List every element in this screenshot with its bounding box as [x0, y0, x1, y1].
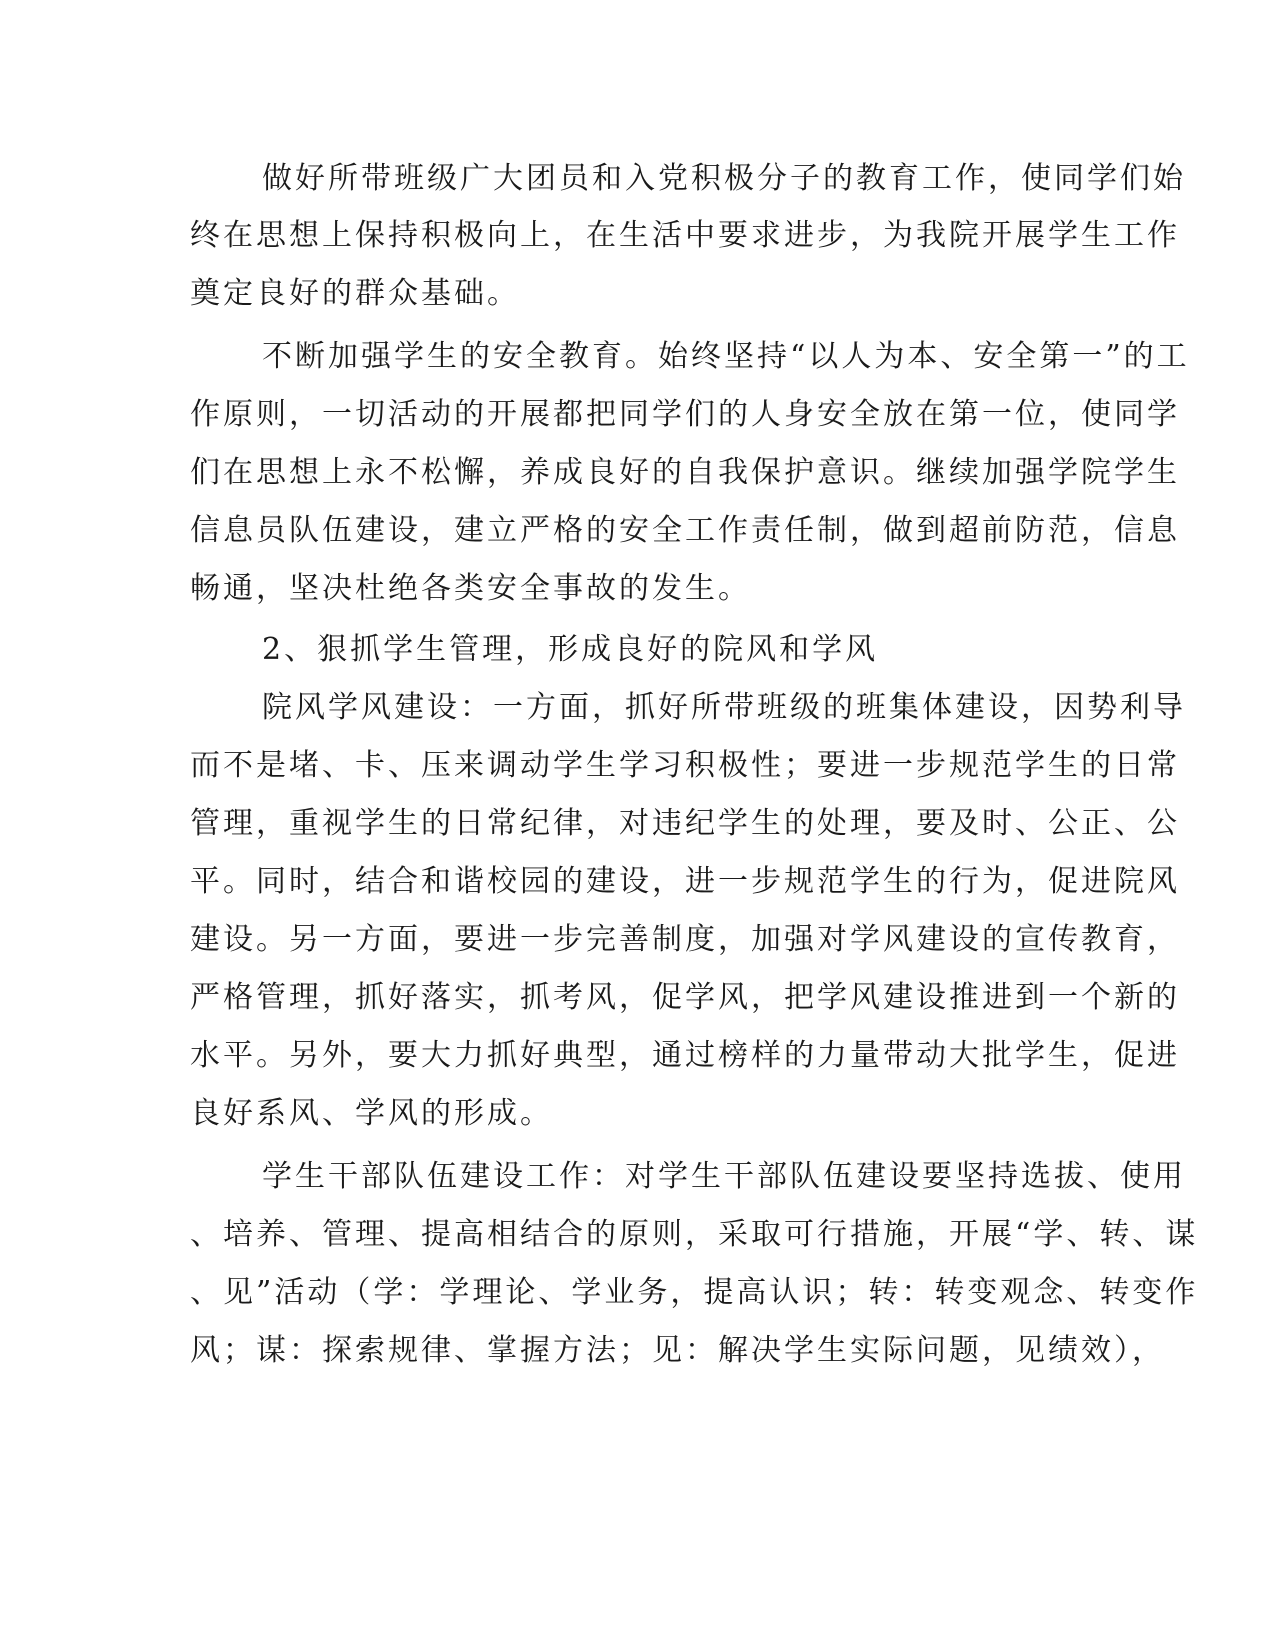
paragraph-line: 管理，重视学生的日常纪律，对违纪学生的处理，要及时、公正、公 [190, 806, 1180, 841]
paragraph-line: 奠定良好的群众基础。 [190, 276, 520, 311]
paragraph-line: 、培养、管理、提高相结合的原则，采取可行措施，开展“学、转、谋 [190, 1217, 1199, 1252]
paragraph-line: 畅通，坚决杜绝各类安全事故的发生。 [190, 571, 751, 606]
paragraph-line: 平。同时，结合和谐校园的建设，进一步规范学生的行为，促进院风 [190, 864, 1180, 899]
paragraph-line: 院风学风建设：一方面，抓好所带班级的班集体建设，因势利导 [262, 690, 1186, 725]
paragraph-line: 不断加强学生的安全教育。始终坚持“以人为本、安全第一”的工 [262, 339, 1190, 374]
paragraph-line: 信息员队伍建设，建立严格的安全工作责任制，做到超前防范，信息 [190, 513, 1180, 548]
paragraph-line: 做好所带班级广大团员和入党积极分子的教育工作，使同学们始 [262, 161, 1186, 196]
paragraph-line: 风；谋：探索规律、掌握方法；见：解决学生实际问题，见绩效）， [190, 1333, 1165, 1368]
paragraph-line: 严格管理，抓好落实，抓考风，促学风，把学风建设推进到一个新的 [190, 980, 1180, 1015]
paragraph-line: 水平。另外，要大力抓好典型，通过榜样的力量带动大批学生，促进 [190, 1038, 1180, 1073]
paragraph-line: 学生干部队伍建设工作：对学生干部队伍建设要坚持选拔、使用 [262, 1159, 1186, 1194]
section-heading: 2、狠抓学生管理，形成良好的院风和学风 [262, 632, 879, 667]
paragraph-line: 而不是堵、卡、压来调动学生学习积极性；要进一步规范学生的日常 [190, 748, 1180, 783]
paragraph-line: 作原则，一切活动的开展都把同学们的人身安全放在第一位，使同学 [190, 397, 1180, 432]
paragraph-line: 终在思想上保持积极向上，在生活中要求进步，为我院开展学生工作 [190, 218, 1180, 253]
paragraph-line: 们在思想上永不松懈，养成良好的自我保护意识。继续加强学院学生 [190, 455, 1180, 490]
paragraph-line: 建设。另一方面，要进一步完善制度，加强对学风建设的宣传教育， [190, 922, 1180, 957]
paragraph-line: 良好系风、学风的形成。 [190, 1096, 553, 1131]
paragraph-line: 、见”活动（学：学理论、学业务，提高认识；转：转变观念、转变作 [190, 1275, 1199, 1310]
